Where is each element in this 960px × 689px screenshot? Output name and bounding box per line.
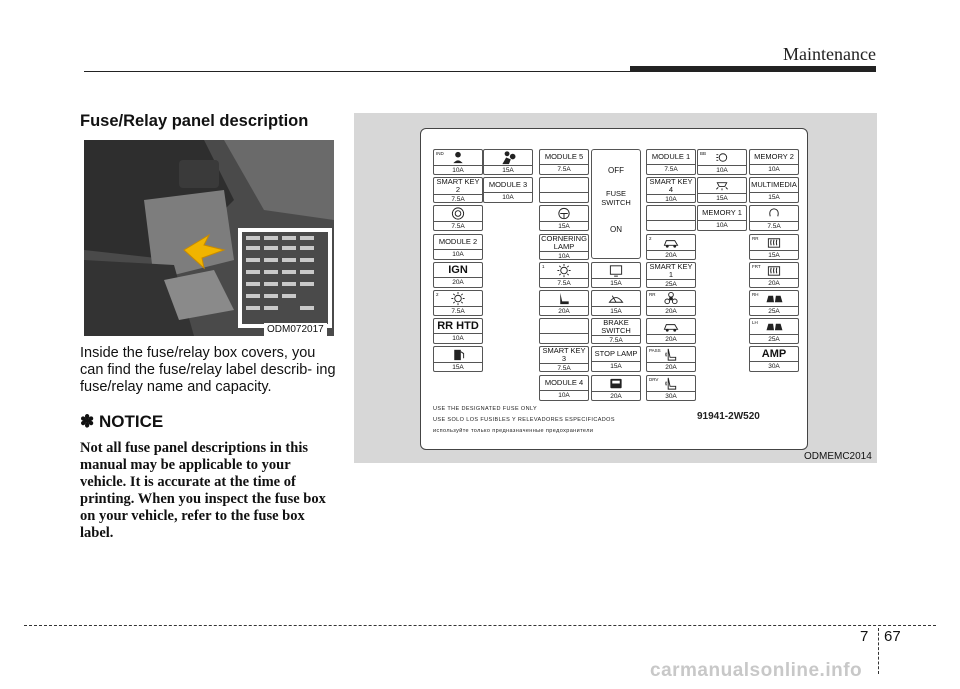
fuse-seat [539,290,589,316]
fuse-amperage: 15A [750,250,798,260]
fuse-tag: RR [752,235,759,241]
fuse-window [749,290,799,316]
fuse-module-4 [539,375,589,401]
fuse-seat-heat [646,346,696,372]
fuse-screen [591,262,641,288]
fuse-amperage: 20A [647,362,695,372]
fuse-empty [646,205,696,231]
header-rule-accent [630,66,876,72]
fuse-name: SMART KEY 3 [542,346,586,364]
fuse-amperage: 20A [647,250,695,260]
part-number: 91941-2W520 [697,411,760,422]
fuse-tag: BB [700,151,707,156]
fuse-amperage [540,333,588,343]
fuse-smart-key-1 [646,262,696,288]
fuse-tag: RR [649,292,656,297]
fuse-cornering-lamp [539,234,589,260]
fuse-amperage: 7.5A [592,335,640,345]
fuse-amperage: 25A [647,279,695,289]
fuse-car [646,234,696,260]
page-heading: Fuse/Relay panel description [80,112,309,130]
screen-icon [592,263,640,278]
fuse-amp [749,346,799,372]
fuse-tag: PASS [649,348,661,354]
fuse-amperage: 10A [484,192,532,202]
fuel-pump-icon [434,347,482,362]
fuse-switch [591,149,641,259]
fuse-amperage: 20A [540,306,588,316]
fuse-name: MODULE 4 [544,377,584,387]
fuse-memory-1 [697,205,747,231]
fuse-name: MODULE 3 [488,180,528,190]
fuse-name: STOP LAMP [594,349,638,359]
fuse-seat-heat [646,375,696,401]
fuse-amperage: 20A [750,278,798,288]
fuse-amperage: 7.5A [750,221,798,231]
wiper-icon [592,291,640,306]
fuse-name: SMART KEY 2 [436,177,480,195]
fuse-amperage: 10A [698,165,746,175]
page-number: 67 [884,628,901,645]
fuse-car [646,318,696,344]
mirror-icon [750,206,798,221]
fuse-amperage [647,220,695,230]
fuse-amperage: 20A [647,334,695,344]
fuse-amperage: 10A [540,390,588,400]
airbag-icon [484,150,532,165]
diagram-caption: ODMEMC2014 [804,451,872,462]
footer-rule [24,625,936,626]
fuse-amperage: 10A [434,333,482,343]
fuse-amperage: 10A [698,220,746,230]
fuse-amperage: 15A [750,192,798,202]
fuse-amperage: 7.5A [540,164,588,174]
steering-heat-icon [540,206,588,221]
fuse-stop-lamp [591,346,641,372]
fuse-tag: 1 [542,263,545,269]
fuse-amperage: 7.5A [434,221,482,231]
fuse-empty [539,177,589,203]
section-title: Maintenance [783,44,876,64]
fuse-name: SMART KEY 4 [649,177,693,195]
fuse-amperage: 15A [540,221,588,231]
fuse-name: RR HTD [437,320,479,333]
fuse-tag: FRT [752,263,761,269]
fuse-window [749,318,799,344]
fuse-amperage: 7.5A [540,363,588,373]
sun-icon [540,263,588,278]
fuse-multimedia [749,177,799,203]
fuse-smart-key-3 [539,346,589,372]
fuse-name [540,178,588,192]
photo-caption: ODM072017 [264,323,327,336]
panel-warning-en: USE THE DESIGNATED FUSE ONLY [433,406,538,412]
fuse-amperage: 15A [484,165,532,175]
door-icon [592,376,640,391]
fuse-module-5 [539,149,589,175]
fuse-name: MULTIMEDIA [751,180,797,190]
footer-divider [878,628,879,674]
fuse-amperage: 30A [647,391,695,401]
fuse-switch-on: ON [610,225,622,234]
room-lamp-icon [698,178,746,193]
fuse-panel-label [420,128,808,450]
fuse-name: CORNERING LAMP [541,233,587,251]
fuse-memory-2 [749,149,799,175]
fuse-smart-key-4 [646,177,696,203]
fuse-module-3 [483,177,533,203]
fuse-switch-off: OFF [608,166,624,175]
fuse-defrost [749,262,799,288]
fuse-amperage [540,192,588,202]
fuse-amperage: 15A [434,362,482,372]
fuse-rr-htd [433,318,483,344]
fuse-empty [539,318,589,344]
header-rule [84,71,644,72]
fuse-name [540,319,588,333]
fuse-ign [433,262,483,288]
fuse-amperage: 20A [647,306,695,316]
body-paragraph: Inside the fuse/relay box covers, you can find the fuse/relay label describ- ing fuse/relay name and capacity. [80,345,336,395]
notice-heading: ✽ NOTICE [80,412,164,431]
fuse-smart-key-2 [433,177,483,203]
headlamp-sun-icon [434,291,482,306]
fuse-amperage: 20A [434,277,482,287]
chapter-number: 7 [860,628,869,645]
fuse-amperage: 10A [434,165,482,175]
fuse-module-2 [433,234,483,260]
fuse-tag: LH [752,320,758,326]
fuse-amperage: 7.5A [434,306,482,316]
fuse-fan [646,290,696,316]
fuse-amperage: 15A [698,193,746,203]
fuse-headlamp-sun [433,290,483,316]
fuse-switch-label: FUSE SWITCH [601,189,631,207]
fuse-fuel-pump [433,346,483,372]
watermark: carmanualsonline.info [650,660,863,681]
fuse-amperage: 25A [750,306,798,316]
fuse-airbag-indicator [433,149,483,175]
seat-icon [540,291,588,306]
airbag-warning-icon [434,206,482,221]
fuse-name: BRAKE SWITCH [601,318,631,336]
fuse-tag: 2 [649,235,652,241]
car-icon [647,235,695,250]
fuse-amperage: 10A [750,164,798,174]
fuse-tag: DRV [649,376,659,382]
fuse-tag: RH [752,292,759,297]
car-icon [647,319,695,334]
fuse-wiper [591,290,641,316]
fuse-mirror [749,205,799,231]
fuse-name: MODULE 1 [651,152,691,161]
fuse-tag: 2 [436,292,439,297]
fuse-amperage: 25A [750,334,798,344]
fuse-module-1 [646,149,696,175]
fuse-room-lamp [697,177,747,203]
fuse-amperage: 10A [647,194,695,204]
fuse-airbag [483,149,533,175]
fuse-tag: IND [436,151,444,156]
fuse-amperage: 7.5A [647,164,695,174]
notice-text: Not all fuse panel descriptions in this manual may be applicable to your vehicle. It is accurate at the time of printing. When you inspect the fuse box on your vehicle, refer to the fuse box label. [80,440,326,541]
fuse-door [591,375,641,401]
panel-warning-ru: используйте только предназначенные предохранители [433,428,594,434]
fuse-amperage: 10A [540,251,588,261]
fuse-name: MEMORY 2 [754,152,794,161]
dashboard-photo-illustration [84,140,334,336]
fuse-amperage: 20A [592,391,640,401]
fuse-name: AMP [761,348,787,361]
fuse-lamp [697,149,747,175]
fuse-airbag-warning [433,205,483,231]
fuse-name: MODULE 2 [438,236,478,246]
fuse-sun [539,262,589,288]
fuse-amperage: 15A [592,278,640,288]
fuse-steering-heat [539,205,589,231]
fuse-amperage: 7.5A [434,194,482,204]
fuse-brake-switch [591,318,641,344]
fuse-name: MEMORY 1 [702,208,742,218]
panel-warning-es: USE SOLO LOS FUSIBLES Y RELEVADORES ESPECIFICADOS [433,417,615,423]
fuse-amperage: 30A [750,361,798,371]
fuse-amperage: 15A [592,361,640,371]
fuse-box-photo [84,140,334,336]
fuse-amperage: 10A [434,249,482,259]
fuse-defrost [749,234,799,260]
fuse-name: SMART KEY 1 [649,261,693,279]
fuse-name [647,206,695,220]
fuse-name: IGN [448,263,468,276]
fuse-name: MODULE 5 [544,152,584,161]
fuse-amperage: 7.5A [540,278,588,288]
fuse-amperage: 15A [592,306,640,316]
